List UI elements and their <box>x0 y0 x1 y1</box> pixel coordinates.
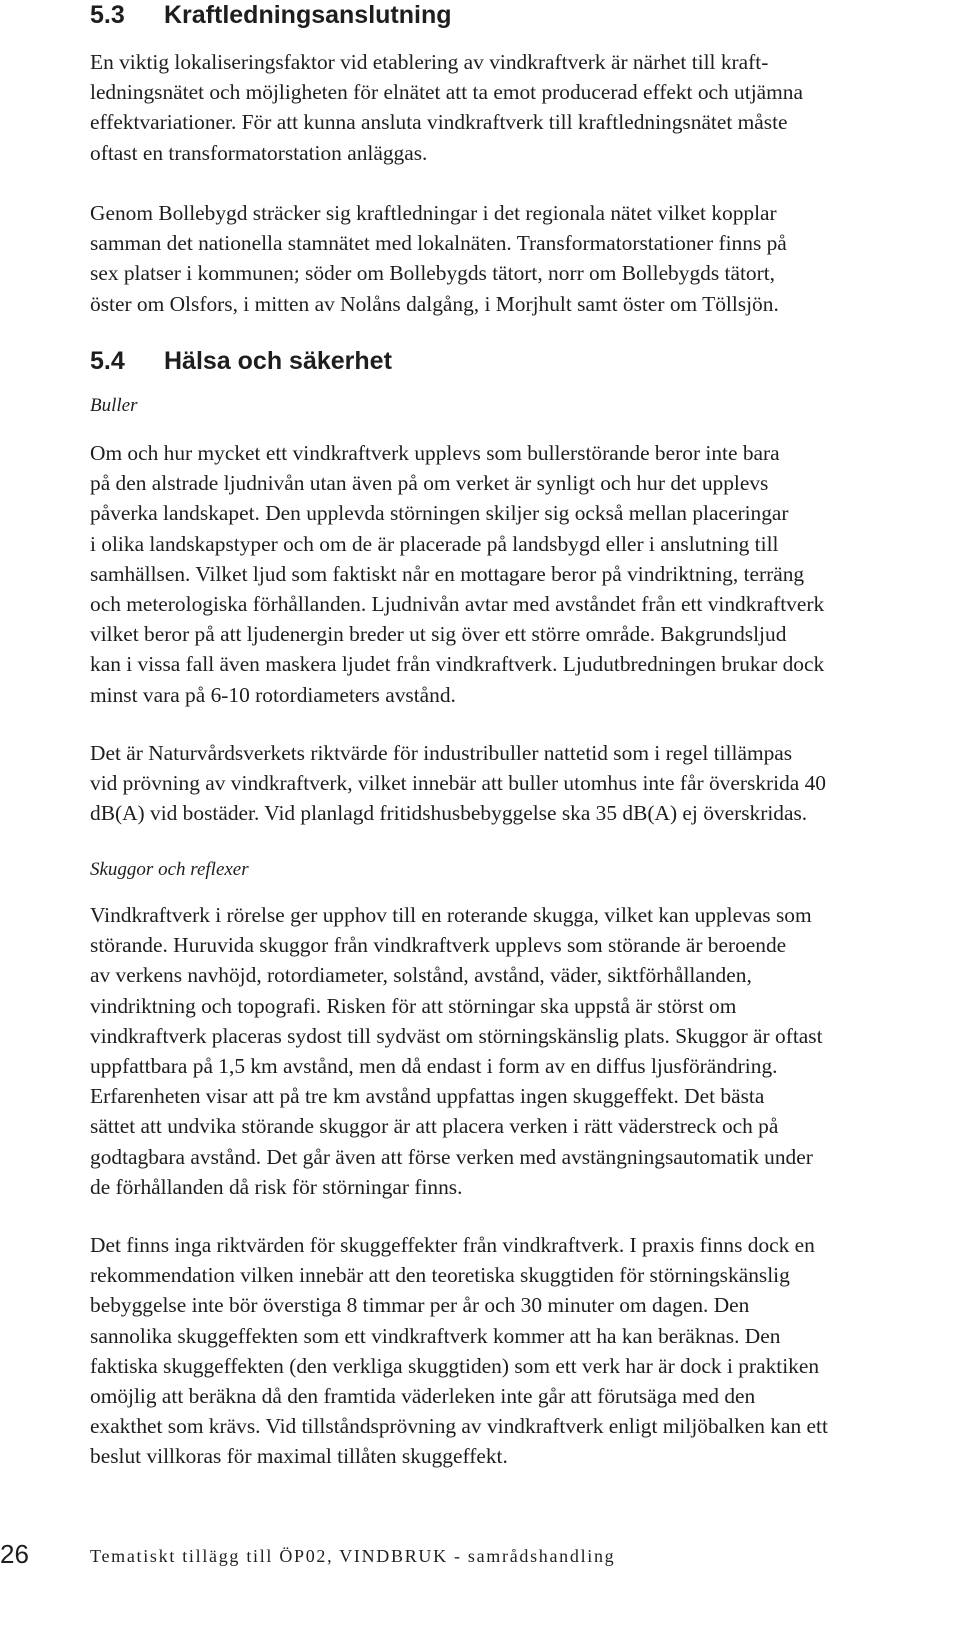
text-line: En viktig lokaliseringsfaktor vid etablering av vindkraftverk är närhet till kraft- <box>90 50 769 74</box>
text-line: Genom Bollebygd sträcker sig kraftledningar i det regionala nätet vilket kopplar <box>90 201 777 225</box>
page-number: 26 <box>0 1539 29 1569</box>
heading-section-5-3 <box>90 0 452 30</box>
text-line: på den alstrade ljudnivån utan även på om verket är synligt och hur det upplevs <box>90 471 769 496</box>
paragraph-regional-grid <box>90 198 930 319</box>
paragraph-grid-connection-intro <box>90 47 930 168</box>
text-line: Det finns inga riktvärden för skuggeffekter från vindkraftverk. I praxis finns dock en <box>90 1233 815 1257</box>
section-number: 5.4 <box>90 347 125 375</box>
text-line: beslut villkoras för maximal tillåten skuggeffekt. <box>90 1444 508 1469</box>
section-title: Hälsa och säkerhet <box>164 347 392 375</box>
text-line: bebyggelse inte bör överstiga 8 timmar per år och 30 minuter om dagen. Den <box>90 1293 750 1318</box>
subheading-skuggor-och-reflexer: Skuggor och reflexer <box>90 859 249 880</box>
text-line: sättet att undvika störande skuggor är att placera verken i rätt väderstreck och på <box>90 1114 779 1139</box>
text-line: exakthet som krävs. Vid tillståndsprövning av vindkraftverk enligt miljöbalken kan ett <box>90 1414 828 1439</box>
text-line: minst vara på 6-10 rotordiameters avstånd. <box>90 682 456 707</box>
text-line: i olika landskapstyper och om de är placerade på landsbygd eller i anslutning till <box>90 531 779 556</box>
text-line: ledningsnätet och möjligheten för elnätet att ta emot producerad effekt och utjämna <box>90 80 803 105</box>
text-line: öster om Olsfors, i mitten av Nolåns dalgång, i Morjhult samt öster om Töllsjön. <box>90 291 779 316</box>
text-line: sex platser i kommunen; söder om Bollebygds tätort, norr om Bollebygds tätort, <box>90 261 776 286</box>
text-line: omöjlig att beräkna då den framtida väderleken inte går att förutsäga med den <box>90 1384 756 1409</box>
text-line: uppfattbara på 1,5 km avstånd, men då endast i form av en diffus ljusförändring. <box>90 1054 778 1079</box>
section-number: 5.3 <box>90 1 125 29</box>
text-line: Vindkraftverk i rörelse ger upphov till en roterande skugga, vilket kan upplevas som <box>90 903 812 927</box>
text-line: oftast en transformatorstation anläggas. <box>90 140 428 165</box>
text-line: samman det nationella stamnätet med lokalnäten. Transformatorstationer finns på <box>90 231 787 256</box>
text-line: störande. Huruvida skuggor från vindkraftverk upplevs som störande är beroende <box>90 933 787 958</box>
heading-section-5-4 <box>90 346 392 376</box>
subheading-buller: Buller <box>90 395 138 416</box>
text-line: sannolika skuggeffekten som ett vindkraftverk kommer att ha kan beräknas. Den <box>90 1323 781 1348</box>
text-line: av verkens navhöjd, rotordiameter, solstånd, avstånd, väder, siktförhållanden, <box>90 963 752 988</box>
text-line: vindkraftverk placeras sydost till sydväst om störningskänslig plats. Skuggor är oftast <box>90 1023 823 1048</box>
text-line: kan i vissa fall även maskera ljudet från vindkraftverk. Ljudutbredningen brukar dock <box>90 652 825 677</box>
paragraph-shadow-flicker <box>90 900 930 1202</box>
text-line: samhällsen. Vilket ljud som faktiskt når en mottagare beror på vindriktning, terräng <box>90 561 805 586</box>
text-line: och meterologiska förhållanden. Ljudnivån avtar med avståndet från ett vindkraftverk <box>90 592 825 617</box>
text-line: Om och hur mycket ett vindkraftverk upplevs som bullerstörande beror inte bara <box>90 441 780 465</box>
text-line: faktiska skuggeffekten (den verkliga skuggtiden) som ett verk har är dock i praktiken <box>90 1353 820 1378</box>
text-line: godtagbara avstånd. Det går även att förse verken med avstängningsautomatik under <box>90 1144 813 1169</box>
text-line: vindriktning och topografi. Risken för att störningar ska uppstå är störst om <box>90 993 737 1018</box>
text-line: påverka landskapet. Den upplevda störningen skiljer sig också mellan placeringar <box>90 501 789 526</box>
text-line: Det är Naturvårdsverkets riktvärde för industribuller nattetid som i regel tillämpas <box>90 741 793 765</box>
paragraph-noise-perception <box>90 438 930 710</box>
text-line: effektvariationer. För att kunna ansluta vindkraftverk till kraftledningsnätet måste <box>90 110 788 135</box>
section-title: Kraftledningsanslutning <box>164 1 452 29</box>
text-line: vid prövning av vindkraftverk, vilket innebär att buller utomhus inte får överskrida 40 <box>90 771 827 796</box>
text-line: vilket beror på att ljudenergin breder ut sig över ett större område. Bakgrundsljud <box>90 622 787 647</box>
paragraph-noise-guideline <box>90 738 930 829</box>
text-line: rekommendation vilken innebär att den teoretiska skuggtiden för störningskänslig <box>90 1263 790 1288</box>
paragraph-shadow-guideline <box>90 1230 930 1472</box>
text-line: dB(A) vid bostäder. Vid planlagd fritidshusbebyggelse ska 35 dB(A) ej överskridas. <box>90 801 808 826</box>
footer-document-title: Tematiskt tillägg till ÖP02, VINDBRUK - samrådshandling <box>90 1546 616 1566</box>
text-line: Erfarenheten visar att på tre km avstånd uppfattas ingen skuggeffekt. Det bästa <box>90 1084 765 1109</box>
text-line: de förhållanden då risk för störningar finns. <box>90 1174 463 1199</box>
